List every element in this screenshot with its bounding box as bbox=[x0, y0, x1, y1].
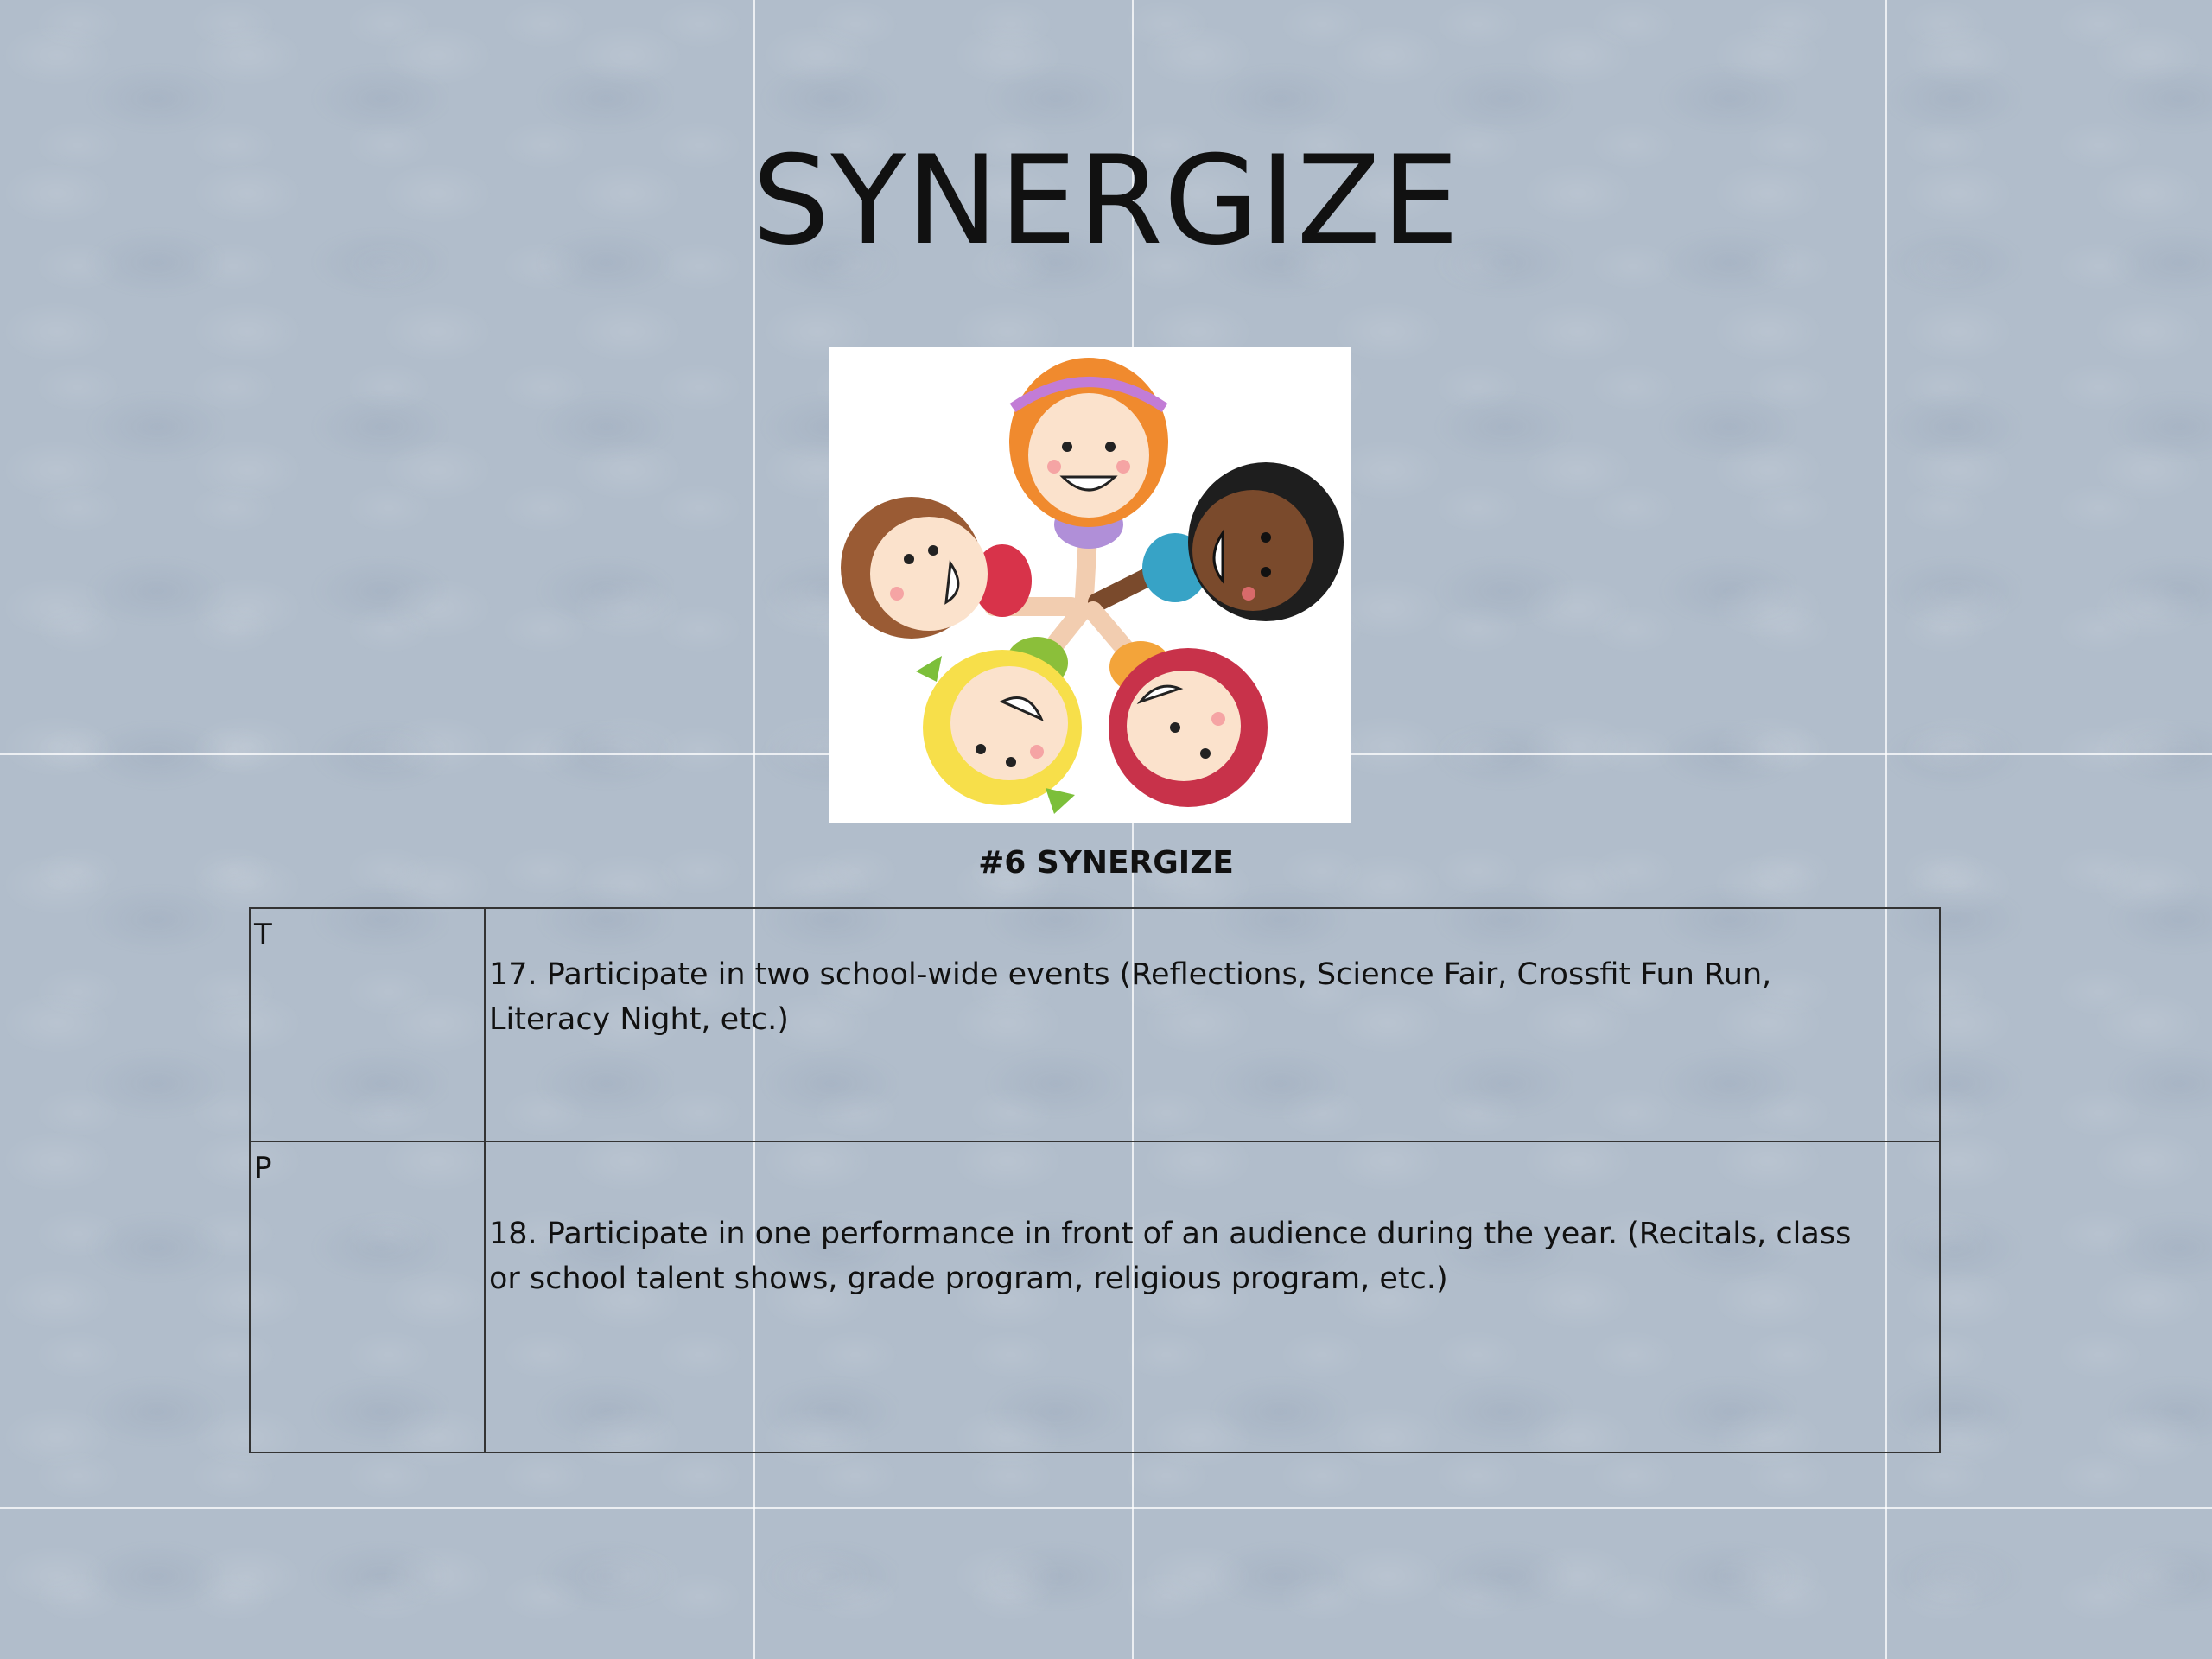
table-row bbox=[250, 1141, 1940, 1452]
goals-table bbox=[249, 907, 1941, 1453]
slide-title: SYNERGIZE bbox=[752, 130, 1460, 272]
row-letter: P bbox=[250, 1141, 485, 1452]
children-circle-illustration bbox=[830, 347, 1351, 823]
row-letter: T bbox=[250, 908, 485, 1141]
caption: #6 SYNERGIZE bbox=[978, 845, 1234, 880]
row-description: 18. Participate in one performance in front of an audience during the year. (Recitals, class or school talent shows, grade program, religious program, etc.) bbox=[485, 1141, 1940, 1452]
tile-seam bbox=[0, 1507, 2212, 1509]
table-row bbox=[250, 908, 1940, 1141]
row-description: 17. Participate in two school-wide events (Reflections, Science Fair, Crossfit Fun Run, Literacy Night, etc.) bbox=[485, 908, 1940, 1141]
